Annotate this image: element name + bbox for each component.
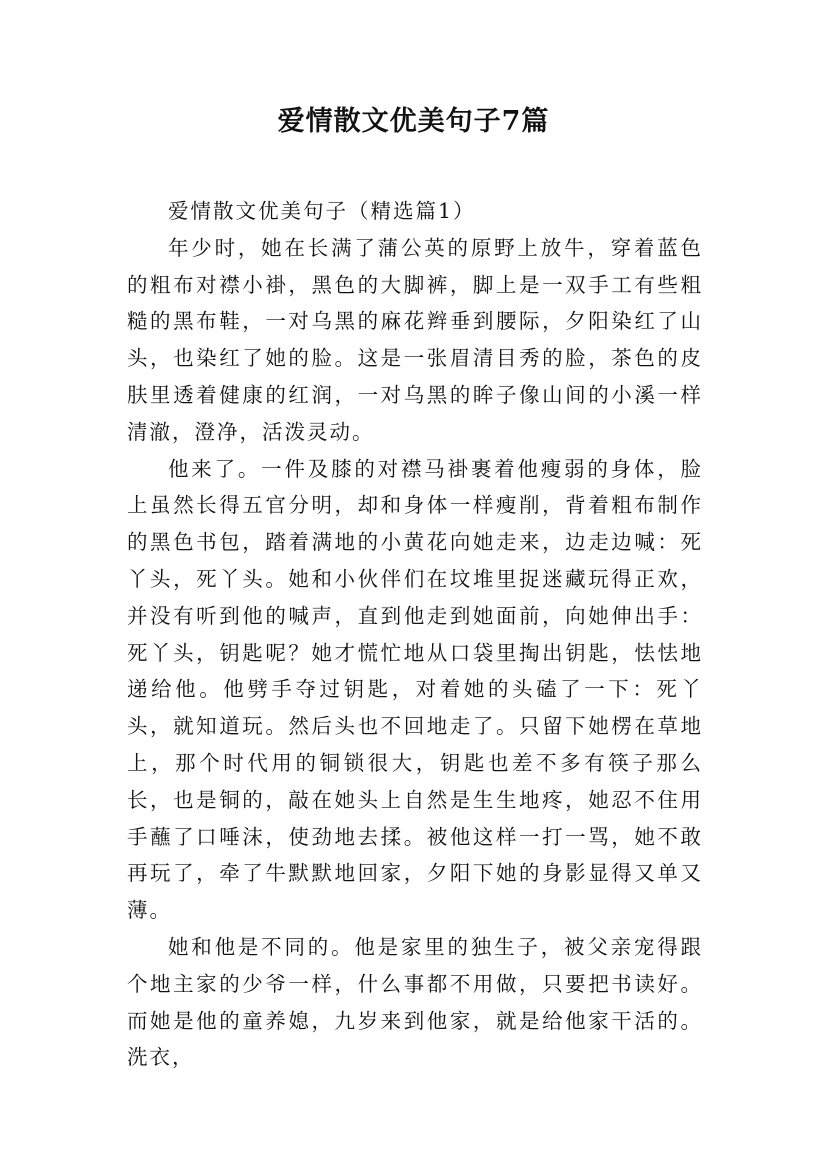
document-title: 爱情散文优美句子7篇 <box>277 106 550 137</box>
paragraph-2: 他来了。一件及膝的对襟马褂裹着他瘦弱的身体，脸上虽然长得五官分明，却和身体一样瘦削，背着粗布制作的黑色书包，踏着满地的小黄花向她走来，边走边喊：死丫头，死丫头。她和小伙伴们在坟堆里捉迷藏玩得正欢，并没有听到他的喊声，直到他走到她面前，向她伸出手：死丫头，钥匙呢？她才慌忙地从口袋里掏出钥匙，怯怯地递给他。他劈手夺过钥匙，对着她的头磕了一下：死丫头，就知道玩。然后头也不回地走了。只留下她楞在草地上，那个时代用的铜锁很大，钥匙也差不多有筷子那么长，也是铜的，敲在她头上自然是生生地疼，她忍不住用手蘸了口唾沫，使劲地去揉。被他这样一打一骂，她不敢再玩了，牵了牛默默地回家，夕阳下她的身影显得又单又薄。 <box>127 456 703 923</box>
paragraph-3: 她和他是不同的。他是家里的独生子，被父亲宠得跟个地主家的少爷一样，什么事都不用做，只要把书读好。而她是他的童养媳，九岁来到他家，就是给他家干活的。洗衣， <box>127 934 703 1070</box>
paragraph-1: 年少时，她在长满了蒲公英的原野上放牛，穿着蓝色的粗布对襟小褂，黑色的大脚裤，脚上是一双手工有些粗糙的黑布鞋，一对乌黑的麻花辫垂到腰际，夕阳染红了山头，也染红了她的脸。这是一张眉清目秀的脸，茶色的皮肤里透着健康的红润，一对乌黑的眸子像山间的小溪一样清澈，澄净，活泼灵动。 <box>127 235 703 444</box>
section-heading: 爱情散文优美句子（精选篇1） <box>168 199 476 223</box>
document-body <box>127 193 703 1076</box>
